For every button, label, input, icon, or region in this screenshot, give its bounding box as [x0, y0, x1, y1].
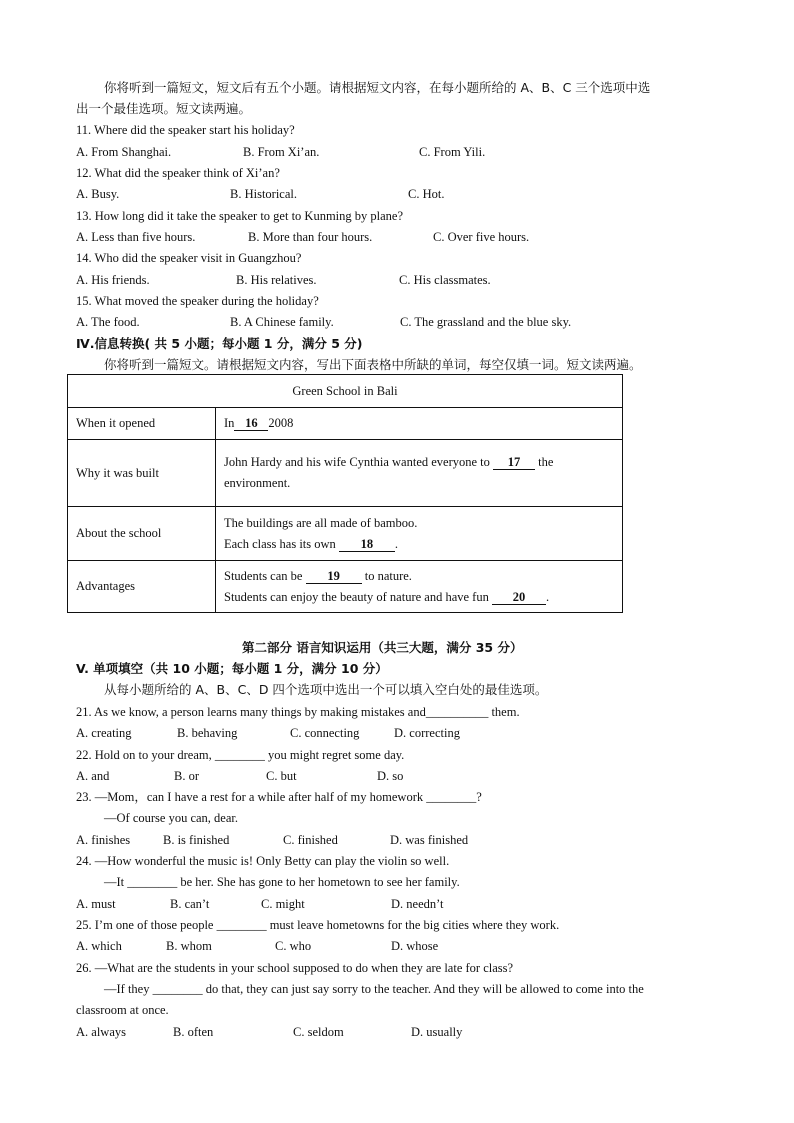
q22-option-a: A. and [76, 769, 110, 783]
blank-20[interactable]: 20 [492, 590, 546, 605]
row-value-about [216, 507, 623, 561]
q14-option-b: B. His relatives. [236, 273, 317, 287]
row-about-prefix: Each class has its own [224, 536, 336, 551]
row-label-why: Why it was built [68, 440, 216, 507]
question-13: 13. How long did it take the speaker to get to Kunming by plane? [76, 209, 404, 223]
q26-option-b: B. often [173, 1025, 214, 1039]
row-about-line1: The buildings are all made of bamboo. [224, 515, 418, 530]
row-adv-suffix2: . [545, 589, 550, 604]
blank-17[interactable]: 17 [493, 455, 535, 470]
row-value-advantages [216, 561, 623, 613]
q12-option-c: C. Hot. [408, 187, 445, 201]
q24-option-a: A. must [76, 897, 116, 911]
row-when-suffix: 2008 [268, 416, 294, 430]
row-label-when: When it opened [68, 408, 216, 440]
row-why-prefix: John Hardy and his wife Cynthia wanted everyone to [224, 455, 490, 469]
part2-heading: 第二部分 语言知识运用（共三大题，满分 35 分） [242, 640, 523, 655]
q11-option-b: B. From Xi’an. [243, 145, 320, 159]
row-adv-prefix2: Students can enjoy the beauty of nature and have fun [224, 589, 489, 604]
q23-option-d: D. was finished [390, 833, 469, 847]
row-why-line2: environment. [224, 476, 291, 490]
question-23-reply: —Of course you can, dear. [104, 811, 238, 825]
q22-option-d: D. so [377, 769, 404, 783]
row-value-when [216, 408, 623, 440]
question-22: 22. Hold on to your dream, ________ you might regret some day. [76, 748, 405, 762]
q26-option-c: C. seldom [293, 1025, 344, 1039]
q24-option-b: B. can’t [170, 897, 210, 911]
q11-option-a: A. From Shanghai. [76, 145, 172, 159]
section3-intro-line2: 出一个最佳选项。短文读两遍。 [76, 101, 252, 116]
q12-option-a: A. Busy. [76, 187, 120, 201]
q23-option-b: B. is finished [163, 833, 230, 847]
section5-intro: 从每小题所给的 A、B、C、D 四个选项中选出一个可以填入空白处的最佳选项。 [104, 682, 548, 697]
row-about-suffix: . [394, 536, 399, 551]
row-adv-prefix1: Students can be [224, 568, 303, 583]
q21-option-c: C. connecting [290, 726, 360, 740]
question-11: 11. Where did the speaker start his holiday? [76, 123, 295, 137]
q24-option-c: C. might [261, 897, 305, 911]
q22-option-b: B. or [174, 769, 199, 783]
blank-19[interactable]: 19 [306, 569, 362, 584]
q26-option-d: D. usually [411, 1025, 463, 1039]
q23-option-c: C. finished [283, 833, 338, 847]
row-value-why [216, 440, 623, 507]
question-26-reply: —If they ________ do that, they can just say sorry to the teacher. And they will be allowed to come into the [104, 982, 644, 996]
q15-option-b: B. A Chinese family. [230, 315, 334, 329]
q25-option-c: C. who [275, 939, 312, 953]
question-24: 24. —How wonderful the music is! Only Betty can play the violin so well. [76, 854, 450, 868]
q25-option-d: D. whose [391, 939, 439, 953]
section5-heading: V. 单项填空（共 10 小题；每小题 1 分，满分 10 分） [76, 661, 388, 676]
q14-option-c: C. His classmates. [399, 273, 491, 287]
q21-option-d: D. correcting [394, 726, 460, 740]
row-adv-suffix1: to nature. [364, 568, 412, 583]
q24-option-d: D. needn’t [391, 897, 444, 911]
q26-option-a: A. always [76, 1025, 126, 1039]
q14-option-a: A. His friends. [76, 273, 150, 287]
blank-18[interactable]: 18 [339, 537, 395, 552]
question-12: 12. What did the speaker think of Xi’an? [76, 166, 280, 180]
q15-option-c: C. The grassland and the blue sky. [400, 315, 572, 329]
section3-intro-line1: 你将听到一篇短文，短文后有五个小题。请根据短文内容，在每小题所给的 A、B、C 三个选项中选 [104, 80, 651, 95]
q13-option-b: B. More than four hours. [248, 230, 373, 244]
question-23: 23. —Mom，can I have a rest for a while after half of my homework ________? [76, 790, 482, 804]
q23-option-a: A. finishes [76, 833, 131, 847]
q21-option-a: A. creating [76, 726, 132, 740]
q21-option-b: B. behaving [177, 726, 238, 740]
q11-option-c: C. From Yili. [419, 145, 486, 159]
row-label-about: About the school [68, 507, 216, 561]
row-when-prefix: In [224, 416, 235, 430]
q25-option-b: B. whom [166, 939, 212, 953]
info-table [67, 374, 623, 613]
q13-option-a: A. Less than five hours. [76, 230, 196, 244]
section4-intro: 你将听到一篇短文。请根据短文内容，写出下面表格中所缺的单词，每空仅填一词。短文读两遍。 [104, 357, 642, 372]
question-15: 15. What moved the speaker during the holiday? [76, 294, 319, 308]
q12-option-b: B. Historical. [230, 187, 298, 201]
question-14: 14. Who did the speaker visit in Guangzhou? [76, 251, 302, 265]
row-label-advantages: Advantages [68, 561, 216, 613]
question-24-reply: —It ________ be her. She has gone to her hometown to see her family. [104, 875, 460, 889]
q22-option-c: C. but [266, 769, 297, 783]
question-25: 25. I’m one of those people ________ must leave hometowns for the big cities where they work. [76, 918, 560, 932]
question-26: 26. —What are the students in your school supposed to do when they are late for class? [76, 961, 514, 975]
question-21: 21. As we know, a person learns many things by making mistakes and__________ them. [76, 705, 520, 719]
q25-option-a: A. which [76, 939, 122, 953]
q13-option-c: C. Over five hours. [433, 230, 530, 244]
row-why-suffix: the [538, 455, 554, 469]
question-26-reply-cont: classroom at once. [76, 1003, 169, 1017]
blank-16[interactable]: 16 [234, 416, 268, 431]
q15-option-a: A. The food. [76, 315, 140, 329]
section4-heading: Ⅳ.信息转换( 共 5 小题；每小题 1 分，满分 5 分) [76, 336, 363, 351]
table-title: Green School in Bali [68, 375, 623, 408]
